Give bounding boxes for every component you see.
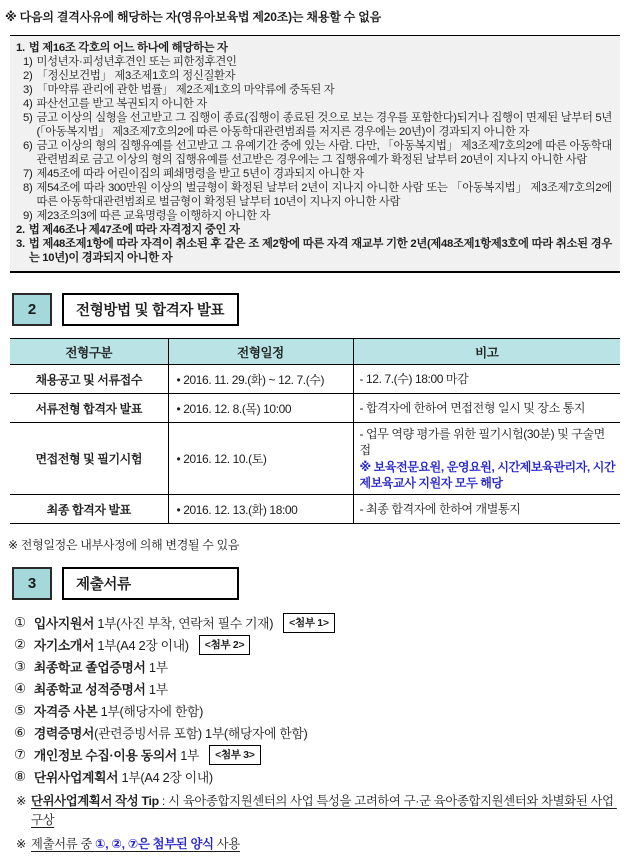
law-item-text: 제54조에 따라 300만원 이상의 벌금형이 확정된 날부터 2년이 지나지 아니한 사람 또는 「아동복지법」 제3조제7호의2에 따른 아동학대관련범죄로 벌금형이 확정된 날부터 10년이 지나지 아니한 사람 — [36, 182, 612, 208]
forms-text — [31, 835, 619, 854]
document-name: 최종학교 성적증명서 — [33, 682, 146, 697]
document-item-5 — [14, 704, 627, 717]
remarks-text: - 최종 합격자에 한하여 개별통지 — [359, 502, 521, 516]
law-subitem-8 — [23, 181, 612, 209]
law-item-label: 7) — [23, 168, 33, 180]
header-category: 전형구분 — [10, 339, 168, 365]
document-name: 자격증 사본 — [33, 704, 98, 719]
document-item-4 — [14, 682, 627, 695]
row-category: 면접전형 및 필기시험 — [10, 423, 168, 495]
circled-number: ⑧ — [14, 768, 26, 784]
law-item-label: 5) — [23, 112, 33, 124]
law-item-text: 법 제46조나 제47조에 따라 자격정지 중인 자 — [28, 224, 240, 236]
law-item-label: 8) — [23, 182, 33, 194]
circled-number: ② — [14, 636, 26, 652]
section-2-number-badge: 2 — [12, 293, 52, 326]
row-remarks — [353, 423, 620, 495]
tip-text — [31, 792, 619, 830]
document-name: 입사지원서 — [33, 616, 95, 631]
law-item-label: 4) — [23, 98, 33, 110]
document-item-3 — [14, 660, 627, 673]
circled-number: ⑦ — [14, 746, 26, 762]
document-name: 자기소개서 — [33, 638, 95, 653]
section-2-header — [12, 293, 627, 326]
document-item-2 — [14, 638, 627, 651]
document-detail: 1부(사진 부착, 연락처 필수 기재) — [94, 616, 274, 631]
header-schedule: 전형일정 — [168, 339, 353, 365]
row-schedule: • 2016. 11. 29.(화) ~ 12. 7.(수) — [168, 365, 353, 394]
law-subitem-3 — [23, 83, 612, 97]
law-item-label: 3) — [23, 84, 33, 96]
disqualification-box — [10, 35, 620, 273]
section-3-header — [12, 567, 627, 600]
attachment-3-badge: <첨부 3> — [209, 745, 261, 765]
law-item-text: 법 제16조 각호의 어느 하나에 해당하는 자 — [28, 42, 228, 54]
law-item-3 — [16, 237, 612, 265]
row-remarks — [353, 495, 620, 524]
circled-number: ⑥ — [14, 724, 26, 740]
circled-number: ④ — [14, 680, 26, 696]
document-name: 경력증명서 — [33, 726, 95, 741]
law-item-text: 금고 이상의 형의 집행유예를 선고받고 그 유예기간 중에 있는 사람. 다만, 「아동복지법」 제3조제7호의2에 따른 아동학대관련범죄로 금고 이상의 형의 집행유예를 선고받은 경우에는 그 집행유예가 확정된 날부터 20년이 지나지 아니한 사람 — [36, 140, 612, 166]
schedule-change-note: ※ 전형일정은 내부사정에 의해 변경될 수 있음 — [8, 538, 240, 552]
attachment-2-badge: <첨부 2> — [199, 635, 251, 655]
selection-schedule-table — [10, 338, 620, 524]
law-item-text: 파산선고를 받고 복권되지 아니한 자 — [36, 98, 208, 110]
law-item-text: 「마약류 관리에 관한 법률」 제2조제1호의 마약류에 중독된 자 — [36, 84, 335, 96]
law-item-label: 6) — [23, 140, 33, 152]
document-detail: (관련증빙서류 포함) 1부(해당자에 한함) — [94, 726, 308, 741]
attachment-1-badge: <첨부 1> — [283, 613, 335, 633]
forms-pre-part: 제출서류 중 — [31, 837, 96, 851]
law-item-label: 2. — [16, 224, 25, 236]
required-documents-list — [14, 616, 627, 783]
header-remarks: 비고 — [353, 339, 620, 365]
law-item-label: 3. — [16, 238, 25, 250]
row-category: 서류전형 합격자 발표 — [10, 394, 168, 423]
law-subitem-6 — [23, 139, 612, 167]
document-name: 최종학교 졸업증명서 — [33, 660, 146, 675]
forms-blue-part: ①, ②, ⑦은 첨부된 양식 — [95, 837, 214, 851]
row-category: 채용공고 및 서류접수 — [10, 365, 168, 394]
law-item-text: 제45조에 따라 어린이집의 폐쇄명령을 받고 5년이 경과되지 아니한 자 — [36, 168, 364, 180]
attached-forms-note — [16, 835, 619, 854]
law-item-text: 「정신보건법」 제3조제1호의 정신질환자 — [36, 70, 236, 82]
document-detail: 1부 — [176, 748, 200, 763]
circled-number: ③ — [14, 658, 26, 674]
law-item-2 — [16, 223, 612, 237]
law-subitem-5 — [23, 111, 612, 139]
section-3-number-badge: 3 — [12, 567, 52, 600]
row-schedule: • 2016. 12. 10.(토) — [168, 423, 353, 495]
law-subitem-1 — [23, 55, 612, 69]
circled-number: ① — [14, 614, 26, 630]
row-remarks — [353, 394, 620, 423]
table-row — [10, 495, 620, 524]
reference-mark: ※ — [16, 837, 27, 851]
law-item-text: 법 제48조제1항에 따라 자격이 취소된 후 같은 조 제2항에 따른 자격 재교부 기한 2년(제48조제1항제3호에 따라 취소된 경우는 10년)이 경과되지 아니한 자 — [28, 238, 612, 264]
table-row — [10, 365, 620, 394]
remarks-text: - 12. 7.(수) 18:00 마감 — [359, 372, 469, 386]
document-detail: 1부(해당자에 한함) — [97, 704, 204, 719]
law-subitem-2 — [23, 69, 612, 83]
row-schedule: • 2016. 12. 8.(목) 10:00 — [168, 394, 353, 423]
tip-rest-part: : 시 육아종합지원센터의 사업 특성을 고려하여 구·군 육아종합지원센터와 차별화된 사업 구상 — [31, 794, 617, 827]
reference-mark: ※ — [16, 794, 27, 808]
document-item-7 — [14, 748, 627, 761]
law-item-text: 미성년자·피성년후견인 또는 피한정후견인 — [36, 56, 237, 68]
row-remarks — [353, 365, 620, 394]
document-item-8 — [14, 770, 627, 783]
section-2-title: 전형방법 및 합격자 발표 — [62, 293, 239, 326]
document-detail: 1부 — [145, 682, 168, 697]
page-top-note: ※ 다음의 결격사유에 해당하는 자(영유아보육법 제20조)는 채용할 수 없음 — [5, 10, 382, 24]
table-row — [10, 394, 620, 423]
table-row — [10, 423, 620, 495]
document-item-6 — [14, 726, 627, 739]
footnotes — [16, 792, 619, 854]
law-item-label: 9) — [23, 210, 33, 222]
tip-bold-part: 단위사업계획서 작성 Tip — [31, 794, 159, 808]
remarks-highlight: ※ 보육전문요원, 운영요원, 시간제보육관리자, 시간제보육교사 지원자 모두 해당 — [359, 460, 616, 490]
document-detail: 1부(A4 2장 이내) — [94, 638, 189, 653]
document-name: 단위사업계획서 — [33, 770, 119, 785]
remarks-text: - 합격자에 한하여 면접전형 일시 및 장소 통지 — [359, 401, 586, 415]
law-subitem-9 — [23, 209, 612, 223]
business-plan-tip-note — [16, 792, 619, 830]
law-subitem-4 — [23, 97, 612, 111]
law-item-1 — [16, 41, 612, 55]
document-name: 개인정보 수집·이용 동의서 — [33, 748, 177, 763]
law-item-label: 2) — [23, 70, 33, 82]
document-detail: 1부(A4 2장 이내) — [118, 770, 213, 785]
law-item-label: 1. — [16, 42, 25, 54]
table-header-row — [10, 339, 620, 365]
law-subitem-7 — [23, 167, 612, 181]
law-item-label: 1) — [23, 56, 33, 68]
forms-post-part: 사용 — [213, 837, 240, 851]
section-3-title: 제출서류 — [62, 567, 239, 600]
document-item-1 — [14, 616, 627, 629]
law-item-text: 금고 이상의 실형을 선고받고 그 집행이 종료(집행이 종료된 것으로 보는 경우를 포함한다)되거나 집행이 면제된 날부터 5년(「아동복지법」 제3조제7호의2에 따른 아동학대관련범죄를 저지른 경우에는 20년)이 경과되지 아니한 자 — [36, 112, 612, 138]
document-detail: 1부 — [145, 660, 168, 675]
row-category: 최종 합격자 발표 — [10, 495, 168, 524]
law-item-text: 제23조의3에 따른 교육명령을 이행하지 아니한 자 — [36, 210, 271, 222]
row-schedule: • 2016. 12. 13.(화) 18:00 — [168, 495, 353, 524]
circled-number: ⑤ — [14, 702, 26, 718]
remarks-text: - 업무 역량 평가를 위한 필기시험(30분) 및 구술면접 — [359, 427, 605, 457]
